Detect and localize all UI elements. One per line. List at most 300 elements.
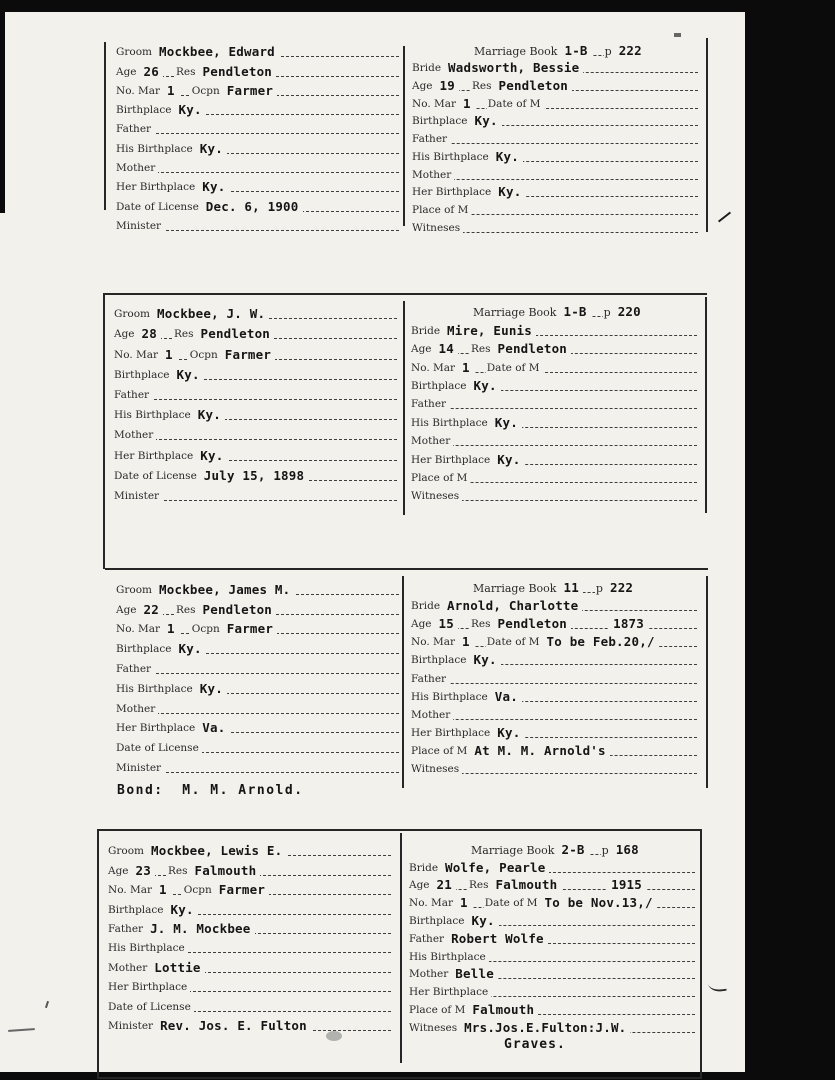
marriage-book-number: 2-B — [557, 843, 588, 857]
form-row — [115, 99, 402, 118]
field-value-father: J. M. Mockbee — [146, 922, 254, 936]
field-label-her-birthplace: Her Birthplace — [408, 986, 491, 1000]
field-label-her-birthplace: Her Birthplace — [107, 981, 190, 995]
form-row — [408, 965, 698, 983]
field-label-father: Father — [113, 389, 152, 403]
field-value-birthplace: Ky. — [468, 914, 499, 928]
form-row — [113, 464, 400, 484]
field-value-birthplace: Ky. — [173, 368, 204, 382]
field-value-no-mar: 1 — [458, 635, 474, 649]
dotted-line — [411, 408, 697, 409]
dotted-line — [116, 133, 399, 134]
field-value-res: Pendleton — [494, 342, 572, 356]
form-row — [408, 982, 698, 1000]
form-row — [411, 112, 701, 130]
form-row — [408, 876, 698, 894]
form-row — [411, 76, 701, 94]
field-value-no-mar: 1 — [458, 361, 474, 375]
field-value-minister: Rev. Jos. E. Fulton — [156, 1019, 311, 1033]
field-value-age: 15 — [435, 617, 458, 631]
field-label-bride: Bride — [408, 862, 441, 876]
dotted-line — [411, 683, 697, 684]
field-value-extra: 1915 — [607, 878, 646, 892]
marriage-record-card-4 — [97, 829, 702, 1079]
form-row — [410, 376, 700, 394]
field-label-no-mar: No. Mar — [113, 349, 161, 363]
field-value-age: 26 — [140, 65, 163, 79]
form-row — [115, 756, 402, 776]
field-label-res: Res — [471, 80, 495, 94]
form-row — [410, 596, 700, 614]
field-label-father: Father — [115, 123, 154, 137]
card-border-line — [105, 568, 708, 570]
field-label-place-of-m: Place of M — [410, 472, 470, 486]
form-row — [115, 637, 402, 657]
form-row — [410, 668, 700, 686]
field-label-minister: Minister — [107, 1020, 156, 1034]
field-label-birthplace: Birthplace — [113, 369, 173, 383]
field-label-place-of-m: Place of M — [411, 204, 471, 218]
field-value-her-birthplace: Ky. — [493, 453, 524, 467]
field-label-bride: Bride — [411, 62, 444, 76]
field-label-age: Age — [410, 343, 435, 357]
form-row — [107, 956, 394, 975]
field-value-age: 22 — [140, 603, 163, 617]
witness-continuation: Graves. — [504, 1036, 566, 1052]
page-label: p — [601, 844, 612, 858]
marriage-book-row — [411, 41, 701, 59]
field-value-groom: Mockbee, J. W. — [153, 307, 269, 321]
field-label-mother: Mother — [408, 968, 451, 982]
form-row — [411, 59, 701, 77]
field-label-res: Res — [167, 865, 191, 879]
form-row — [107, 879, 394, 898]
field-value-birthplace: Ky. — [471, 114, 502, 128]
field-value-birthplace: Ky. — [470, 379, 501, 393]
form-row — [115, 176, 402, 195]
field-value-his-birthplace: Ky. — [194, 408, 225, 422]
card-border-line — [97, 829, 99, 1079]
field-label-ocpn: Ocpn — [189, 349, 221, 363]
dotted-line — [411, 719, 697, 720]
field-label-father: Father — [107, 923, 146, 937]
field-label-age: Age — [408, 879, 433, 893]
form-row — [410, 650, 700, 668]
field-label-date-of-license: Date of License — [113, 470, 200, 484]
page-number: 222 — [606, 581, 637, 595]
card-border-line — [705, 297, 707, 513]
field-value-res: Falmouth — [191, 864, 261, 878]
field-label-her-birthplace: Her Birthplace — [411, 186, 494, 200]
field-value-bride: Wolfe, Pearle — [441, 861, 549, 875]
bride-column — [408, 840, 698, 1052]
field-value-age: 28 — [138, 327, 161, 341]
field-label-witneses: Witneses — [408, 1022, 460, 1036]
field-label-witneses: Witneses — [410, 490, 462, 504]
field-label-no-mar: No. Mar — [107, 884, 155, 898]
page-label: p — [604, 45, 615, 59]
form-row — [115, 195, 402, 214]
form-row — [113, 443, 400, 463]
card-divider-line — [403, 46, 405, 226]
form-row — [115, 578, 402, 598]
field-label-her-birthplace: Her Birthplace — [113, 450, 196, 464]
field-value-date-of-license: Dec. 6, 1900 — [202, 200, 303, 214]
form-row — [411, 94, 701, 112]
dotted-line — [114, 439, 397, 440]
form-row — [115, 137, 402, 156]
dotted-line — [116, 673, 399, 674]
field-value-mother: Lottie — [150, 961, 204, 975]
form-row — [113, 342, 400, 362]
bride-column — [410, 302, 700, 504]
field-label-age: Age — [115, 66, 140, 80]
field-value-birthplace: Ky. — [175, 642, 206, 656]
form-row — [115, 618, 402, 638]
field-value-bride: Mire, Eunis — [443, 324, 536, 338]
field-value-bride: Arnold, Charlotte — [443, 599, 582, 613]
form-row — [410, 449, 700, 467]
form-row — [115, 598, 402, 618]
field-value-his-birthplace: Ky. — [196, 142, 227, 156]
field-label-minister: Minister — [115, 762, 164, 776]
bride-column — [411, 41, 701, 236]
field-label-ocpn: Ocpn — [191, 623, 223, 637]
form-row — [408, 1000, 698, 1018]
film-edge-strip — [0, 12, 5, 213]
card-border-line — [706, 576, 708, 788]
field-value-bride: Wadsworth, Bessie — [444, 61, 583, 75]
field-label-age: Age — [410, 618, 435, 632]
groom-column — [115, 578, 402, 798]
marriage-book-label: Marriage Book — [472, 582, 559, 596]
field-value-ocpn: Farmer — [221, 348, 275, 362]
field-label-age: Age — [107, 865, 132, 879]
card-border-line — [104, 42, 106, 210]
field-label-father: Father — [411, 133, 450, 147]
form-row — [410, 632, 700, 650]
field-value-her-birthplace: Ky. — [493, 726, 524, 740]
form-row — [107, 1015, 394, 1034]
field-label-mother: Mother — [113, 429, 156, 443]
scan-artifact-mark — [674, 33, 681, 37]
bond-note: Bond: M. M. Arnold. — [117, 782, 304, 798]
marriage-book-label: Marriage Book — [472, 306, 559, 320]
field-value-no-mar: 1 — [459, 97, 475, 111]
field-label-no-mar: No. Mar — [410, 636, 458, 650]
field-label-age: Age — [115, 604, 140, 618]
field-label-ocpn: Ocpn — [183, 884, 215, 898]
form-row — [115, 80, 402, 99]
form-row — [410, 759, 700, 777]
field-value-groom: Mockbee, Edward — [155, 45, 279, 59]
field-label-father: Father — [115, 663, 154, 677]
field-label-his-birthplace: His Birthplace — [107, 942, 188, 956]
field-label-ocpn: Ocpn — [191, 85, 223, 99]
form-row — [115, 118, 402, 137]
field-label-mother: Mother — [411, 169, 454, 183]
form-row — [410, 357, 700, 375]
field-label-bride: Bride — [410, 600, 443, 614]
field-value-date-of-m: To be Nov.13,/ — [541, 896, 657, 910]
field-label-date-of-license: Date of License — [115, 742, 202, 756]
field-value-date-of-license: July 15, 1898 — [200, 469, 308, 483]
form-row — [410, 687, 700, 705]
form-row — [410, 320, 700, 338]
form-row — [107, 918, 394, 937]
form-row — [410, 339, 700, 357]
form-row — [113, 302, 400, 322]
field-value-groom: Mockbee, Lewis E. — [147, 844, 286, 858]
field-label-mother: Mother — [410, 709, 453, 723]
form-row — [408, 1018, 698, 1036]
field-label-bride: Bride — [410, 325, 443, 339]
groom-column — [107, 840, 394, 1034]
form-row — [408, 947, 698, 965]
field-label-his-birthplace: His Birthplace — [408, 951, 489, 965]
field-label-res: Res — [175, 604, 199, 618]
field-value-his-birthplace: Va. — [491, 690, 522, 704]
field-label-res: Res — [468, 879, 492, 893]
form-row — [410, 431, 700, 449]
field-value-place-of-m: Falmouth — [468, 1003, 538, 1017]
field-value-no-mar: 1 — [163, 622, 179, 636]
field-label-mother: Mother — [410, 435, 453, 449]
field-value-birthplace: Ky. — [175, 103, 206, 117]
form-row — [410, 705, 700, 723]
field-value-mother: Belle — [451, 967, 498, 981]
card-divider-line — [403, 301, 405, 515]
card-border-line — [97, 1077, 702, 1079]
form-row — [113, 484, 400, 504]
field-label-place-of-m: Place of M — [410, 745, 470, 759]
field-value-res: Pendleton — [197, 327, 275, 341]
card-border-line — [103, 293, 105, 569]
card-border-line — [700, 829, 702, 1079]
field-label-his-birthplace: His Birthplace — [411, 151, 492, 165]
card-border-line — [103, 293, 707, 295]
marriage-book-number: 1-B — [559, 305, 590, 319]
field-label-birthplace: Birthplace — [411, 115, 471, 129]
field-label-res: Res — [470, 343, 494, 357]
marriage-book-row — [408, 840, 698, 858]
field-label-father: Father — [410, 398, 449, 412]
card-border-line — [706, 38, 708, 232]
field-label-her-birthplace: Her Birthplace — [410, 727, 493, 741]
card-border-line — [97, 829, 702, 831]
field-value-age: 23 — [132, 864, 155, 878]
scan-artifact-smudge — [326, 1031, 342, 1041]
field-label-her-birthplace: Her Birthplace — [410, 454, 493, 468]
form-row — [113, 423, 400, 443]
field-label-birthplace: Birthplace — [115, 104, 175, 118]
field-value-his-birthplace: Ky. — [196, 682, 227, 696]
field-label-mother: Mother — [115, 703, 158, 717]
field-label-minister: Minister — [115, 220, 164, 234]
form-row — [410, 723, 700, 741]
field-value-ocpn: Farmer — [223, 622, 277, 636]
page-number: 168 — [612, 843, 643, 857]
dotted-line — [411, 445, 697, 446]
form-row — [115, 215, 402, 234]
marriage-record-card-2 — [103, 293, 707, 569]
field-value-place-of-m: At M. M. Arnold's — [470, 744, 609, 758]
field-label-his-birthplace: His Birthplace — [410, 691, 491, 705]
field-label-res: Res — [470, 618, 494, 632]
field-value-father: Robert Wolfe — [447, 932, 548, 946]
field-label-father: Father — [410, 673, 449, 687]
form-row — [107, 937, 394, 956]
field-value-no-mar: 1 — [456, 896, 472, 910]
form-row — [410, 486, 700, 504]
field-value-his-birthplace: Ky. — [492, 150, 523, 164]
form-row — [115, 41, 402, 60]
field-label-birthplace: Birthplace — [107, 904, 167, 918]
form-row — [410, 412, 700, 430]
form-row — [411, 218, 701, 236]
page-number: 220 — [614, 305, 645, 319]
form-row — [107, 976, 394, 995]
field-label-no-mar: No. Mar — [115, 85, 163, 99]
field-label-age: Age — [411, 80, 436, 94]
form-row — [107, 840, 394, 859]
page-label: p — [595, 582, 606, 596]
field-value-birthplace: Ky. — [470, 653, 501, 667]
field-label-age: Age — [113, 328, 138, 342]
form-row — [113, 363, 400, 383]
field-value-date-of-m: To be Feb.20,/ — [543, 635, 659, 649]
field-label-witneses: Witneses — [410, 763, 462, 777]
marriage-record-card-3 — [105, 568, 708, 812]
field-value-her-birthplace: Ky. — [494, 185, 525, 199]
field-value-her-birthplace: Ky. — [198, 180, 229, 194]
field-label-mother: Mother — [107, 962, 150, 976]
dotted-line — [116, 713, 399, 714]
groom-column — [115, 41, 402, 234]
form-row — [408, 911, 698, 929]
document-page — [0, 12, 745, 1072]
field-label-birthplace: Birthplace — [410, 654, 470, 668]
form-row — [411, 200, 701, 218]
form-row — [410, 394, 700, 412]
page-number: 222 — [615, 44, 646, 58]
field-label-birthplace: Birthplace — [408, 915, 468, 929]
form-row — [107, 898, 394, 917]
groom-column — [113, 302, 400, 504]
field-value-birthplace: Ky. — [167, 903, 198, 917]
form-row — [113, 383, 400, 403]
form-row — [408, 893, 698, 911]
field-value-res: Falmouth — [492, 878, 562, 892]
form-row — [113, 403, 400, 423]
field-label-no-mar: No. Mar — [408, 897, 456, 911]
field-value-age: 19 — [436, 79, 459, 93]
field-label-groom: Groom — [115, 584, 155, 598]
page-label: p — [603, 306, 614, 320]
field-label-date-of-m: Date of M — [487, 98, 544, 112]
field-value-groom: Mockbee, James M. — [155, 583, 294, 597]
field-label-minister: Minister — [113, 490, 162, 504]
form-row — [115, 717, 402, 737]
field-value-ocpn: Farmer — [215, 883, 269, 897]
field-label-date-of-m: Date of M — [486, 362, 543, 376]
form-row — [115, 677, 402, 697]
field-label-no-mar: No. Mar — [411, 98, 459, 112]
form-row — [113, 322, 400, 342]
marriage-record-card-1 — [105, 38, 708, 234]
field-value-witneses: Mrs.Jos.E.Fulton:J.W. — [460, 1021, 630, 1035]
marriage-book-number: 11 — [559, 581, 582, 595]
field-label-his-birthplace: His Birthplace — [113, 409, 194, 423]
form-row — [411, 165, 701, 183]
field-value-no-mar: 1 — [161, 348, 177, 362]
marriage-book-row — [410, 302, 700, 320]
field-label-birthplace: Birthplace — [410, 380, 470, 394]
form-row — [410, 468, 700, 486]
field-label-date-of-license: Date of License — [107, 1001, 194, 1015]
dotted-line — [412, 143, 698, 144]
field-label-witneses: Witneses — [411, 222, 463, 236]
field-label-birthplace: Birthplace — [115, 643, 175, 657]
form-row — [107, 859, 394, 878]
field-value-age: 21 — [433, 878, 456, 892]
field-value-her-birthplace: Ky. — [196, 449, 227, 463]
field-label-no-mar: No. Mar — [410, 362, 458, 376]
field-value-no-mar: 1 — [163, 84, 179, 98]
field-label-his-birthplace: His Birthplace — [410, 417, 491, 431]
field-value-res: Pendleton — [494, 617, 572, 631]
marriage-book-row — [410, 578, 700, 596]
form-row — [411, 183, 701, 201]
field-label-place-of-m: Place of M — [408, 1004, 468, 1018]
field-label-her-birthplace: Her Birthplace — [115, 722, 198, 736]
field-value-res: Pendleton — [199, 603, 277, 617]
form-row — [408, 929, 698, 947]
dotted-line — [114, 399, 397, 400]
form-row — [115, 60, 402, 79]
field-label-res: Res — [175, 66, 199, 80]
field-label-groom: Groom — [113, 308, 153, 322]
form-row — [115, 157, 402, 176]
field-label-her-birthplace: Her Birthplace — [115, 181, 198, 195]
field-value-no-mar: 1 — [155, 883, 171, 897]
field-label-his-birthplace: His Birthplace — [115, 683, 196, 697]
card-divider-line — [402, 576, 404, 788]
field-value-her-birthplace: Va. — [198, 721, 229, 735]
form-row — [115, 736, 402, 756]
field-value-res: Pendleton — [199, 65, 277, 79]
field-label-res: Res — [173, 328, 197, 342]
field-label-date-of-m: Date of M — [486, 636, 543, 650]
dotted-line — [116, 172, 399, 173]
field-value-res: Pendleton — [495, 79, 573, 93]
form-row — [410, 741, 700, 759]
field-value-age: 14 — [435, 342, 458, 356]
field-label-date-of-m: Date of M — [484, 897, 541, 911]
form-row — [411, 147, 701, 165]
form-row — [408, 858, 698, 876]
field-label-no-mar: No. Mar — [115, 623, 163, 637]
form-row — [107, 995, 394, 1014]
field-label-groom: Groom — [115, 46, 155, 60]
field-label-mother: Mother — [115, 162, 158, 176]
field-value-his-birthplace: Ky. — [491, 416, 522, 430]
bride-column — [410, 578, 700, 777]
marriage-book-label: Marriage Book — [473, 45, 560, 59]
field-label-father: Father — [408, 933, 447, 947]
field-label-groom: Groom — [107, 845, 147, 859]
form-row — [411, 129, 701, 147]
